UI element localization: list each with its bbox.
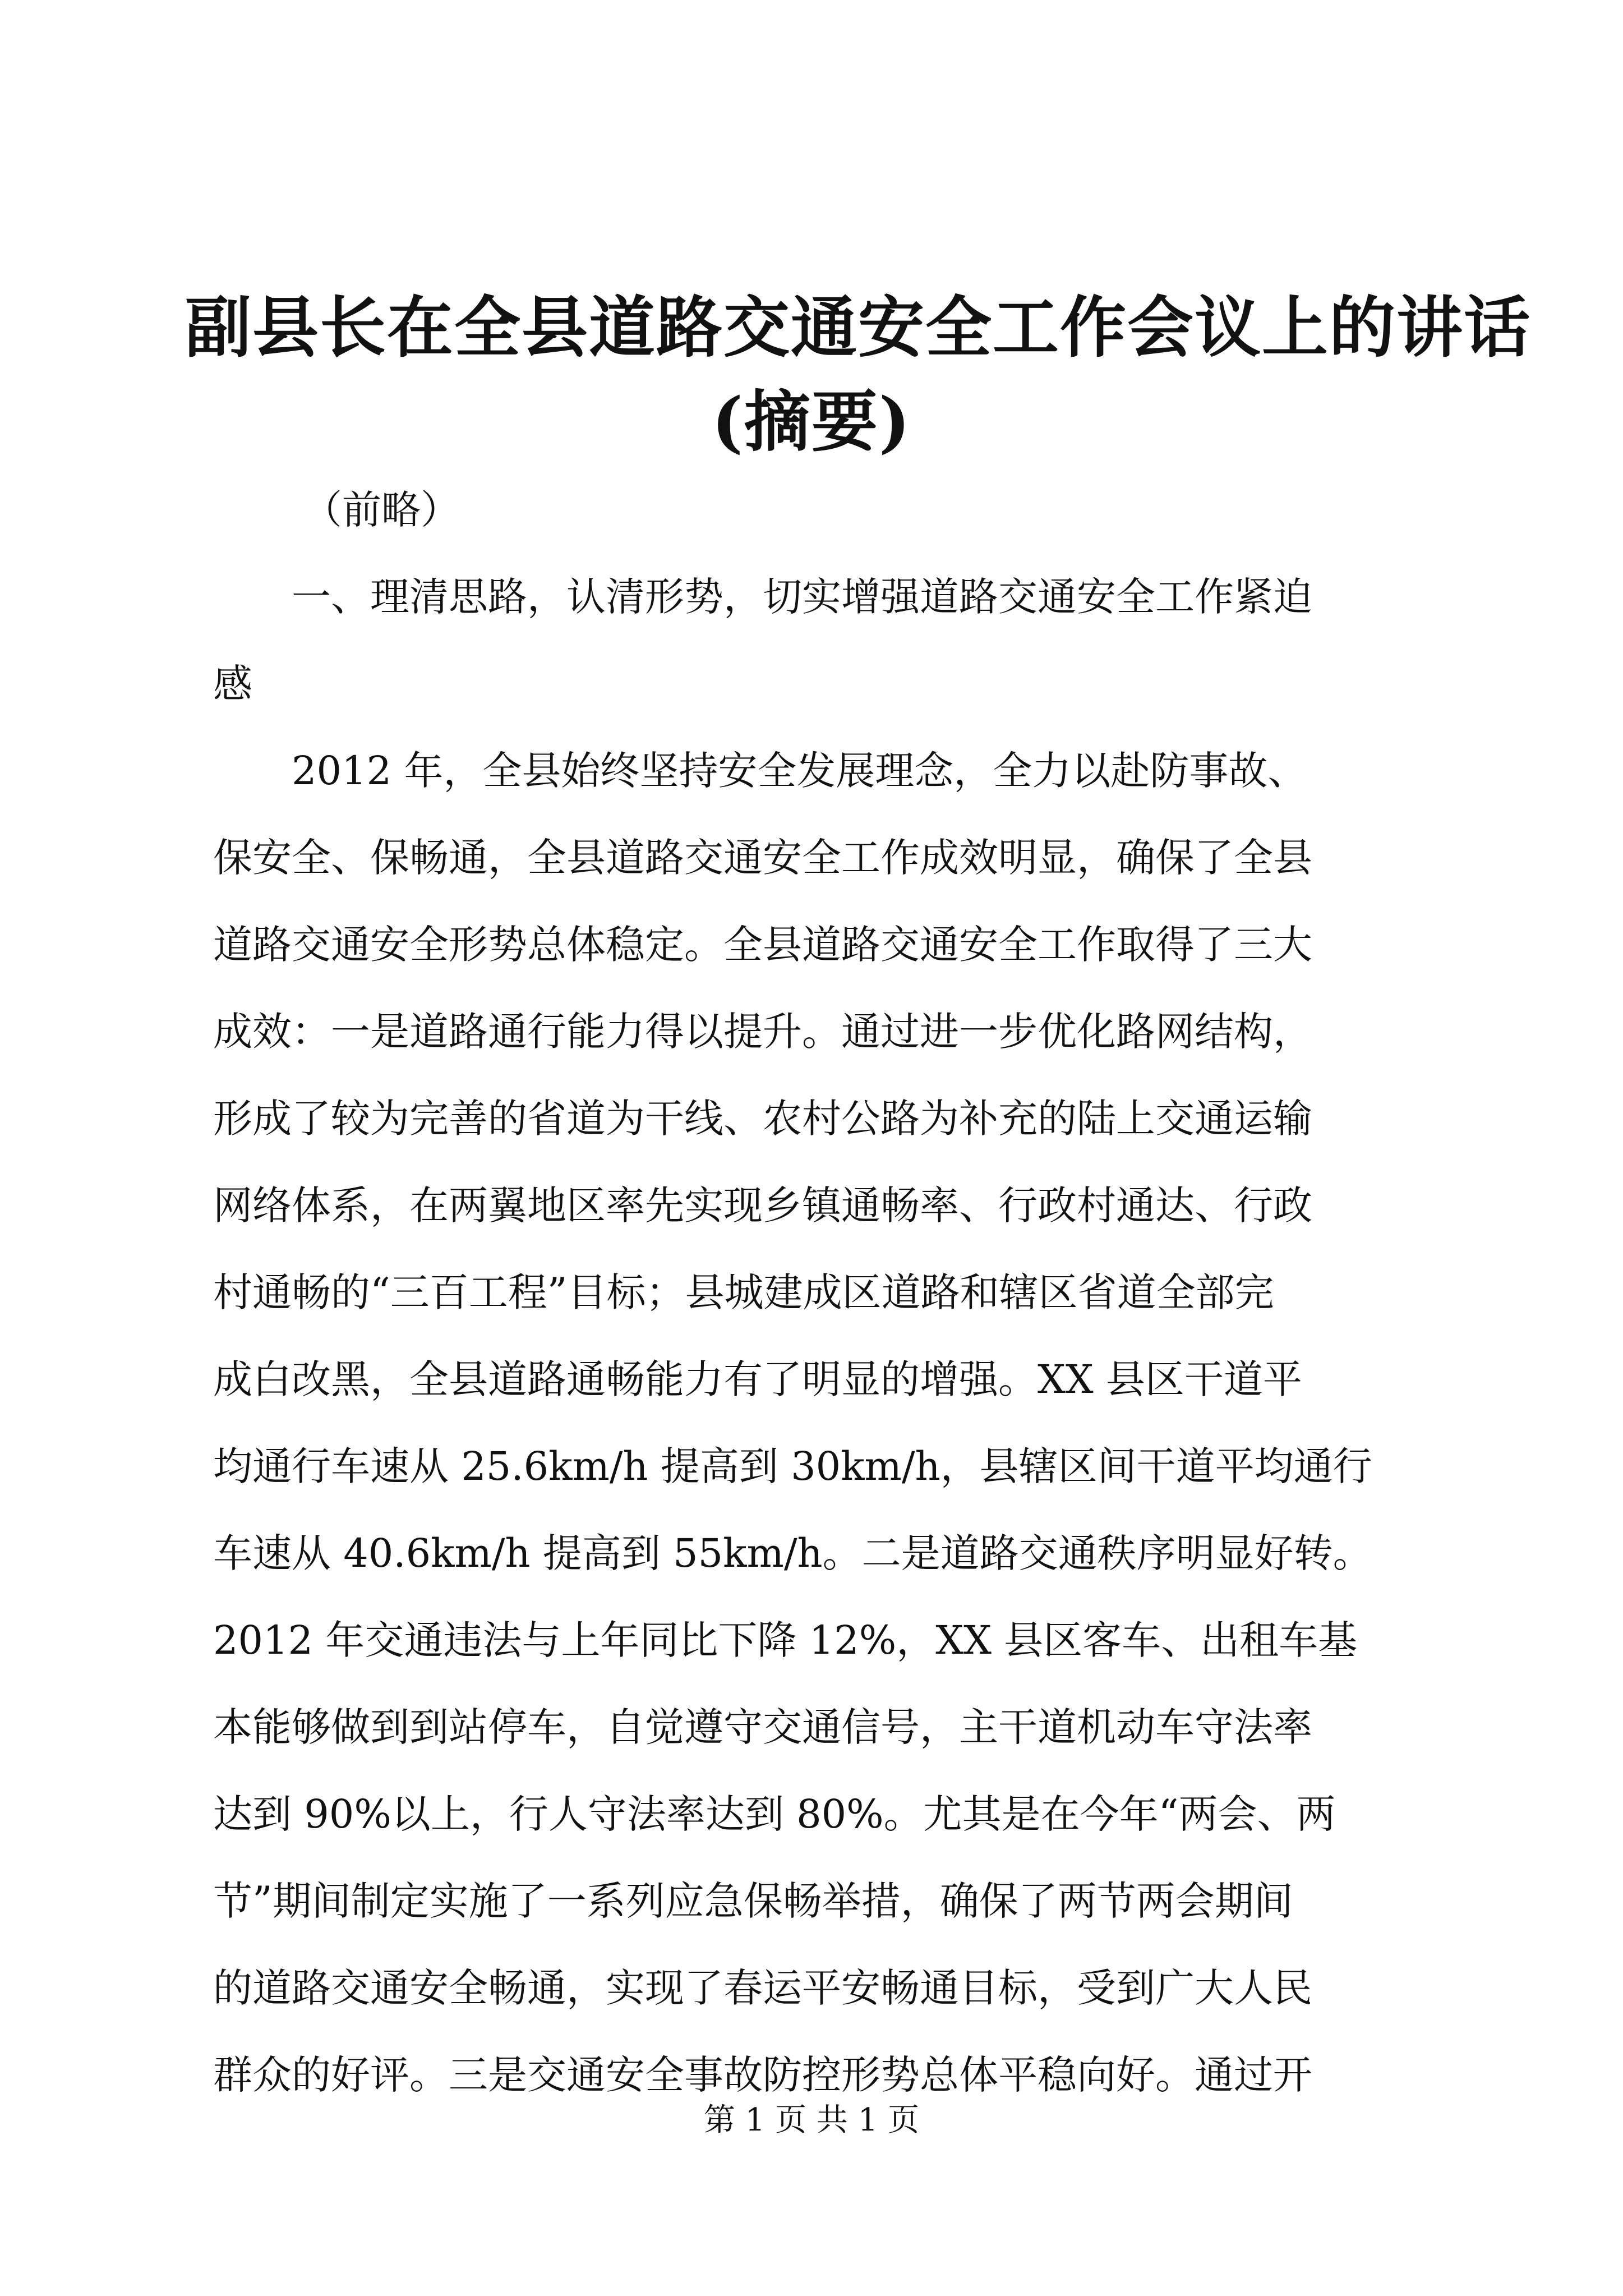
paragraph-line: 村通畅的“三百工程”目标；县城建成区道路和辖区省道全部完 bbox=[213, 1269, 1274, 1315]
paragraph-line: 车速从 40.6km/h 提高到 55km/h。二是道路交通秩序明显好转。 bbox=[213, 1530, 1372, 1576]
preface-line: （前略） bbox=[303, 487, 460, 533]
document-body bbox=[213, 467, 1419, 2119]
paragraph-line: 均通行车速从 25.6km/h 提高到 30km/h，县辖区间干道平均通行 bbox=[213, 1443, 1372, 1489]
paragraph-line: 节”期间制定实施了一系列应急保畅举措，确保了两节两会期间 bbox=[213, 1878, 1293, 1924]
paragraph-line: 成白改黑，全县道路通畅能力有了明显的增强。XX 县区干道平 bbox=[213, 1356, 1302, 1402]
paragraph-line: 本能够做到到站停车，自觉遵守交通信号，主干道机动车守法率 bbox=[213, 1704, 1312, 1750]
paragraph-line: 2012 年，全县始终坚持安全发展理念，全力以赴防事故、 bbox=[292, 748, 1307, 794]
paragraph-line: 达到 90%以上，行人守法率达到 80%。尤其是在今年“两会、两 bbox=[213, 1791, 1336, 1837]
paragraph-line: 2012 年交通违法与上年同比下降 12%，XX 县区客车、出租车基 bbox=[213, 1617, 1358, 1663]
section-heading-continuation: 感 bbox=[213, 661, 252, 707]
paragraph-line: 网络体系，在两翼地区率先实现乡镇通畅率、行政村通达、行政 bbox=[213, 1182, 1312, 1228]
paragraph-line: 保安全、保畅通，全县道路交通安全工作成效明显，确保了全县 bbox=[213, 835, 1312, 881]
section-heading-line: 一、理清思路，认清形势，切实增强道路交通安全工作紧迫 bbox=[292, 574, 1312, 620]
paragraph-line: 道路交通安全形势总体稳定。全县道路交通安全工作取得了三大 bbox=[213, 922, 1312, 968]
title-line-1: 副县长在全县道路交通安全工作会议上的讲话 bbox=[185, 288, 1532, 366]
page-footer: 第 1 页 共 1 页 bbox=[703, 2102, 920, 2138]
title-line-2: (摘要) bbox=[712, 383, 911, 461]
paragraph-line: 形成了较为完善的省道为干线、农村公路为补充的陆上交通运输 bbox=[213, 1096, 1312, 1142]
paragraph-line: 成效：一是道路通行能力得以提升。通过进一步优化路网结构， bbox=[213, 1009, 1312, 1055]
paragraph-line: 的道路交通安全畅通，实现了春运平安畅通目标，受到广大人民 bbox=[213, 1965, 1312, 2011]
paragraph-line: 群众的好评。三是交通安全事故防控形势总体平稳向好。通过开 bbox=[213, 2052, 1312, 2098]
document-title bbox=[185, 280, 1532, 469]
